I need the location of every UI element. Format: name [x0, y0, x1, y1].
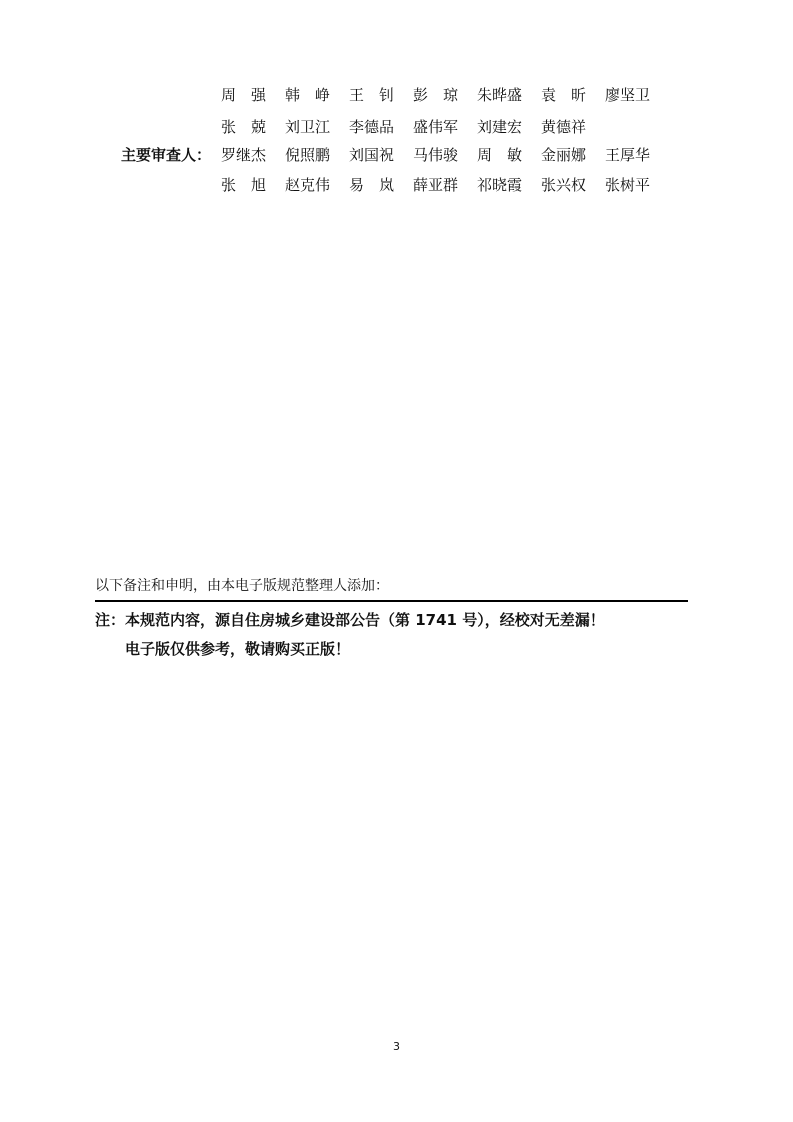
person-name: 张 旭 — [221, 176, 267, 194]
reviewers-label: 主要审查人： — [121, 146, 212, 164]
person-name: 李德品 — [349, 118, 395, 136]
person-name: 周 强 — [221, 86, 267, 104]
person-name: 刘卫江 — [285, 118, 331, 136]
person-name: 黄德祥 — [541, 118, 587, 136]
person-name: 张兴权 — [541, 176, 587, 194]
note-source: 注：本规范内容，源自住房城乡建设部公告（第 1741 号），经校对无差漏！ — [95, 611, 605, 629]
person-name: 廖坚卫 — [605, 86, 651, 104]
person-name: 薛亚群 — [413, 176, 459, 194]
person-name: 马伟骏 — [413, 146, 459, 164]
person-name: 刘建宏 — [477, 118, 523, 136]
person-name: 倪照鹏 — [285, 146, 331, 164]
note-disclaimer: 电子版仅供参考，敬请购买正版！ — [125, 640, 351, 658]
person-name: 易 岚 — [349, 176, 395, 194]
person-name: 王厚华 — [605, 146, 651, 164]
divider-line — [95, 600, 688, 602]
person-name: 罗继杰 — [221, 146, 267, 164]
remark-heading: 以下备注和申明，由本电子版规范整理人添加： — [95, 578, 389, 594]
person-name: 彭 琼 — [413, 86, 459, 104]
person-name: 金丽娜 — [541, 146, 587, 164]
person-name: 张树平 — [605, 176, 651, 194]
drafters-row-1 — [221, 86, 669, 104]
person-name: 袁 昕 — [541, 86, 587, 104]
person-name: 盛伟军 — [413, 118, 459, 136]
person-name: 赵克伟 — [285, 176, 331, 194]
person-name: 朱晔盛 — [477, 86, 523, 104]
person-name: 王 钊 — [349, 86, 395, 104]
reviewers-row-2 — [221, 176, 669, 194]
person-name: 刘国祝 — [349, 146, 395, 164]
person-name: 韩 峥 — [285, 86, 331, 104]
person-name: 张 兢 — [221, 118, 267, 136]
reviewers-row-1 — [221, 146, 669, 164]
person-name: 周 敏 — [477, 146, 523, 164]
drafters-row-2 — [221, 118, 605, 136]
person-name: 祁晓霞 — [477, 176, 523, 194]
page-number: 3 — [393, 1040, 400, 1053]
